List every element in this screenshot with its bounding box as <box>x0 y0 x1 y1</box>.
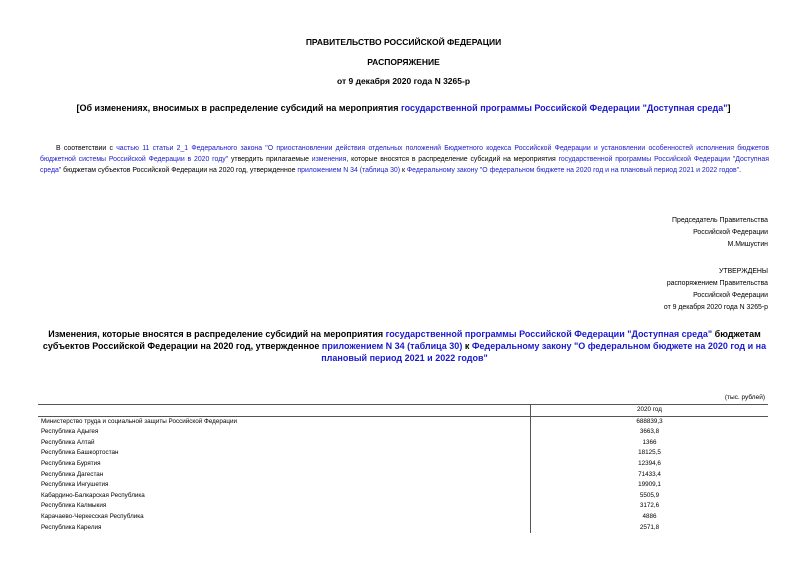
approval-line: Российской Федерации <box>693 292 768 299</box>
region-name: Республика Ингушетия <box>41 481 109 489</box>
table-title-text: к <box>462 341 472 351</box>
intro-text: . <box>739 167 742 174</box>
table-row <box>38 448 768 459</box>
intro-program-link[interactable]: государственной программы Российской Федерации "Доступная среда" <box>40 156 770 174</box>
table-title-appendix-link[interactable]: приложением N 34 (таблица 30) <box>321 341 463 351</box>
subsidy-value: 3172,6 <box>531 501 769 512</box>
subsidy-value: 2571,8 <box>531 523 769 534</box>
region-name: Республика Адыгея <box>41 428 99 436</box>
document-date-number: от 9 декабря 2020 года N 3265-р <box>336 76 471 86</box>
subsidy-value: 5505,9 <box>531 491 769 502</box>
subsidy-value: 19909,1 <box>531 480 769 491</box>
subsidy-value: 18125,5 <box>531 448 769 459</box>
document-type-heading: РАСПОРЯЖЕНИЕ <box>367 57 440 67</box>
signature-name: М.Мишустин <box>727 241 768 248</box>
table-title <box>40 328 769 364</box>
intro-text: утвердить прилагаемые <box>228 156 312 163</box>
subject-text: [Об изменениях, вносимых в распределение субсидий на мероприятия <box>76 103 401 113</box>
intro-text: бюджетам субъектов Российской Федерации на 2020 год, утвержденное <box>61 167 298 174</box>
region-name: Карачаево-Черкесская Республика <box>41 512 144 520</box>
table-header-row <box>38 405 768 417</box>
intro-text: к <box>400 167 407 174</box>
region-name: Кабардино-Балкарская Республика <box>41 491 145 499</box>
approval-title: УТВЕРЖДЕНЫ <box>719 268 768 275</box>
subsidy-value: 4886 <box>531 512 769 523</box>
table-row <box>38 416 768 427</box>
table-units: (тыс. рублей) <box>724 394 765 401</box>
table-title-law-link[interactable]: Федеральному закону "О федеральном бюджете на 2020 год и на плановый период 2021 и 2022 годов" <box>321 341 767 363</box>
signature-country: Российской Федерации <box>693 229 768 236</box>
document-subject <box>0 103 807 113</box>
subsidy-table <box>38 404 768 533</box>
signature-title: Председатель Правительства <box>672 217 768 224</box>
region-name: Республика Калмыкия <box>41 502 107 510</box>
table-header-year: 2020 год <box>531 405 769 417</box>
table-title-text: бюджетам субъектов Российской Федерации на 2020 год, утвержденное <box>42 329 761 351</box>
region-name: Республика Алтай <box>41 438 95 446</box>
region-name: Республика Бурятия <box>41 459 101 467</box>
signature-block <box>672 215 768 251</box>
approval-date: от 9 декабря 2020 года N 3265-р <box>663 304 768 311</box>
subsidy-value: 688839,3 <box>531 416 769 427</box>
region-name: Министерство труда и социальной защиты Российской Федерации <box>41 417 237 425</box>
intro-text: , которые вносятся в распределение субсидий на мероприятия <box>346 156 559 163</box>
subject-program-link[interactable]: государственной программы Российской Федерации "Доступная среда" <box>400 103 728 113</box>
region-name: Республика Башкортостан <box>41 449 119 457</box>
approval-line: распоряжением Правительства <box>666 280 768 287</box>
table-title-text: Изменения, которые вносятся в распределение субсидий на мероприятия <box>48 329 386 339</box>
table-row <box>38 491 768 502</box>
intro-appendix-link[interactable]: приложением N 34 (таблица 30) <box>297 167 401 174</box>
table-row <box>38 523 768 534</box>
table-row <box>38 501 768 512</box>
intro-law-link[interactable]: частью 11 статьи 2_1 Федерального закона "О приостановлении действия отдельных положений Бюджетного кодекса Российской Федерации и установлении особенностей исполнения бюджетов бюджетной системы Российской Федерации в 2020 году" <box>40 145 769 163</box>
table-row <box>38 480 768 491</box>
table-title-program-link[interactable]: государственной программы Российской Федерации "Доступная среда" <box>385 329 713 339</box>
table-row <box>38 438 768 449</box>
subsidy-value: 71433,4 <box>531 470 769 481</box>
subsidy-value: 3663,8 <box>531 427 769 438</box>
government-heading: ПРАВИТЕЛЬСТВО РОССИЙСКОЙ ФЕДЕРАЦИИ <box>305 37 502 47</box>
region-name: Республика Карелия <box>41 523 102 531</box>
intro-budget-law-link[interactable]: Федеральному закону "О федеральном бюджете на 2020 год и на плановый период 2021 и 2022 годов" <box>406 167 740 174</box>
intro-changes-link[interactable]: изменения <box>311 156 347 163</box>
subject-close: ] <box>727 103 731 113</box>
intro-paragraph <box>40 143 769 176</box>
subsidy-value: 12394,6 <box>531 459 769 470</box>
table-header-empty <box>38 405 531 417</box>
table-row <box>38 512 768 523</box>
table-row <box>38 427 768 438</box>
region-name: Республика Дагестан <box>41 470 104 478</box>
approval-block <box>664 266 768 314</box>
table-row <box>38 470 768 481</box>
intro-text: В соответствии с <box>56 145 117 152</box>
table-row <box>38 459 768 470</box>
subsidy-value: 1366 <box>531 438 769 449</box>
